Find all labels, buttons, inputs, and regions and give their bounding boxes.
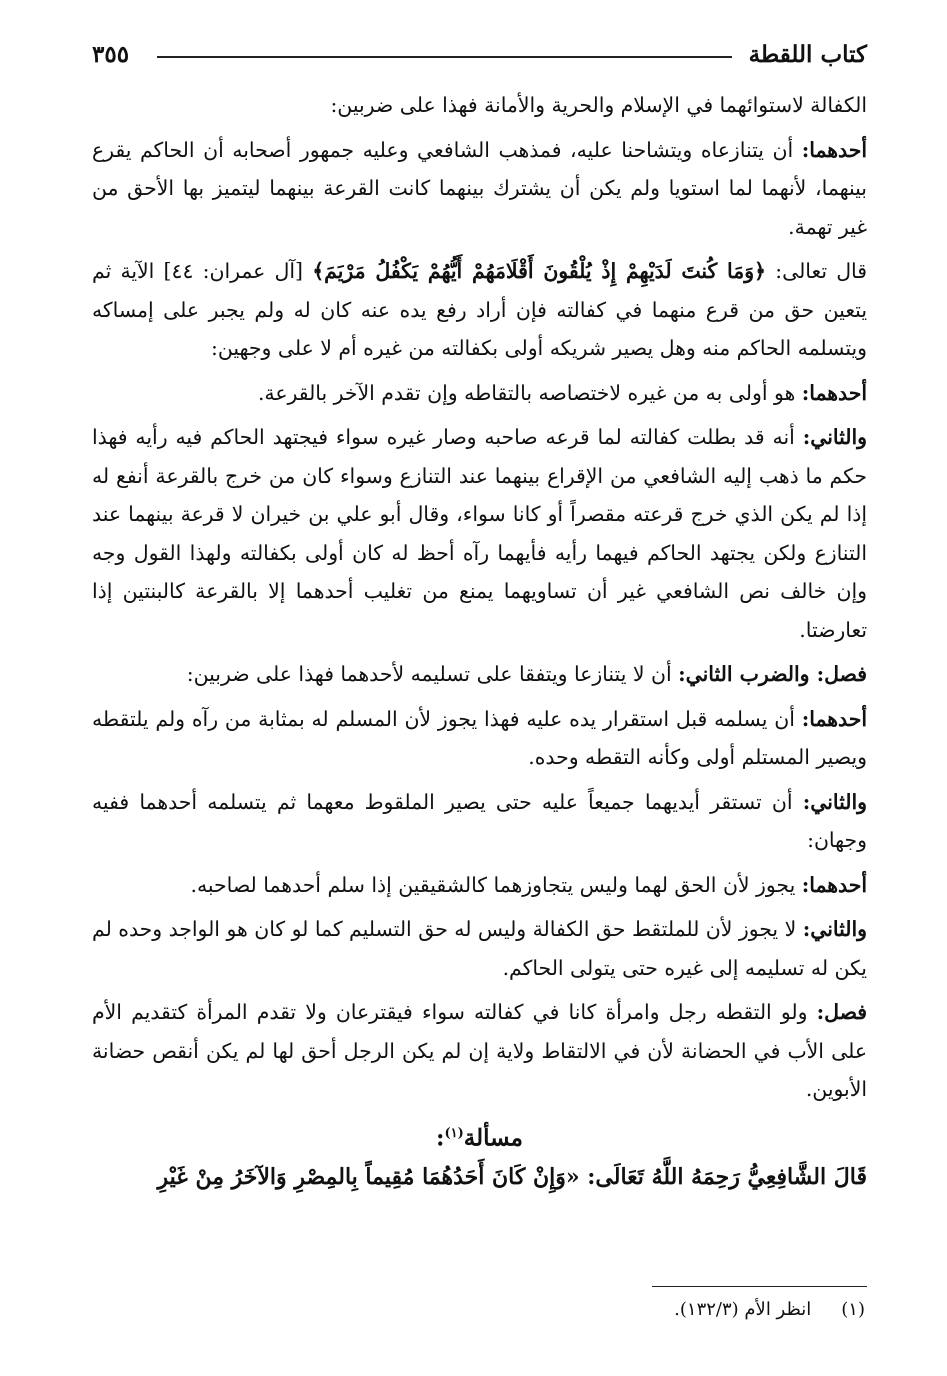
paragraph: قال تعالى: ﴿وَمَا كُنتَ لَدَيْهِمْ إِذْ يُلْقُونَ أَقْلَامَهُمْ أَيُّهُمْ يَكْفُلُ مَرْيَمَ﴾ [آل عمران: ٤٤] الآية ثم يتعين حق من قرع منهما في كفالته فإن أراد رفع يده عنه كان له ولم يجبر على إمساكه ويتسلمه الحاكم منه وهل يصير شريكه أولى بكفالته من غيره أم لا على وجهين:	[92, 259, 867, 360]
quoted-text: قَالَ الشَّافِعِيُّ رَحِمَهُ اللَّهُ تَعَالَى: «وَإِنْ كَانَ أَحَدُهُمَا مُقِيماً بِالمِصْرِ وَالآخَرُ مِنْ غَيْرِ	[157, 1163, 867, 1190]
paragraph-lead: فصل: والضرب الثاني:	[678, 662, 867, 686]
footnote-rule	[652, 1286, 867, 1287]
footnote-marker: (١)	[444, 1125, 464, 1141]
page-header	[92, 38, 867, 72]
paragraph-lead: أحدهما:	[801, 137, 867, 162]
footnote-text: انظر الأم (١٣٢/٣).	[674, 1299, 812, 1320]
paragraph: والثاني: أن تستقر أيديهما جميعاً عليه حتى يصير الملقوط معهما ثم يتسلمه أحدهما ففيه وجهان:	[92, 789, 867, 852]
paragraph: فصل: ولو التقطه رجل وامرأة كانا في كفالته سواء فيقترعان ولا تقدم المرأة كتقديم الأم على الأب في الحضانة لأن في الالتقاط ولاية إن لم يكن الرجل أحق لها لم يكن أنقص حضانة الأبوين.	[92, 1000, 867, 1101]
paragraph: الكفالة لاستوائهما في الإسلام والحرية والأمانة فهذا على ضربين:	[330, 93, 867, 117]
paragraph-lead: أحدهما:	[801, 872, 867, 897]
paragraph-lead: والثاني:	[802, 789, 867, 814]
page-body	[92, 86, 867, 1202]
paragraph: أحدهما: أن يسلمه قبل استقرار يده عليه فهذا يجوز لأن المسلم له بمثابة من رآه ولم يلتقطه ويصير المستلم أولى وكأنه التقطه وحده.	[92, 706, 867, 769]
paragraph: أحدهما: يجوز لأن الحق لهما وليس يتجاوزهما كالشقيقين إذا سلم أحدهما لصاحبه.	[190, 872, 867, 897]
section-heading: مسألة$^{(١)}$:	[436, 1124, 523, 1152]
footnote-number: (١)	[841, 1299, 865, 1320]
chapter-title: كتاب اللقطة	[748, 41, 867, 68]
paragraph-lead: فصل:	[816, 1000, 867, 1024]
paragraph: فصل: والضرب الثاني: أن لا يتنازعا ويتفقا على تسليمه لأحدهما فهذا على ضربين:	[186, 662, 867, 686]
paragraph-lead: أحدهما:	[801, 380, 867, 405]
page-number: ٣٥٥	[92, 41, 130, 68]
paragraph-lead: والثاني:	[802, 917, 867, 941]
paragraph-lead: أحدهما:	[801, 706, 867, 731]
paragraph: والثاني: لا يجوز لأن للملتقط حق الكفالة وليس له حق التسليم كما لو كان هو الواجد وحده لم يكن له تسليمه إلى غيره حتى يتولى الحاكم.	[92, 917, 867, 980]
header-rule	[157, 56, 732, 58]
paragraph: أحدهما: هو أولى به من غيره لاختصاصه بالتقاطه وإن تقدم الآخر بالقرعة.	[257, 380, 867, 405]
paragraph: أحدهما: أن يتنازعاه ويتشاحنا عليه، فمذهب الشافعي وعليه جمهور أصحابه أن الحاكم يقرع بينهما، لأنهما لما استويا ولم يكن أن يشترك بينهما كانت القرعة بينهما ليتميز بها الأحق من غير تهمة.	[92, 137, 867, 239]
quran-verse: ﴿وَمَا كُنتَ لَدَيْهِمْ إِذْ يُلْقُونَ أَقْلَامَهُمْ أَيُّهُمْ يَكْفُلُ مَرْيَمَ﴾	[312, 259, 766, 283]
paragraph: والثاني: أنه قد بطلت كفالته لما قرعه صاحبه وصار غيره سواء فيجتهد الحاكم فيه رأيه فهذا حكم ما ذهب إليه الشافعي من الإقراع بينهما عند التنازع وسواء كان من خرج بالقرعة أنفع له إذا لم يكن الذي خرج قرعته مقصراً أو كانا سواء، وقال أبو علي بن خيران لا قرعة بينهما عند التنازع ولكن يجتهد الحاكم فيهما رأيه فأيهما رآه أحظ له كان أولى بكفالته ولهذا القول وجه وإن خالف نص الشافعي غير أن تساويهما يمنع من تغليب أحدهما إلا بالقرعة كالبنتين إذا تعارضتا.	[92, 425, 867, 642]
footnote	[92, 1296, 865, 1324]
paragraph-lead: والثاني:	[802, 425, 867, 449]
